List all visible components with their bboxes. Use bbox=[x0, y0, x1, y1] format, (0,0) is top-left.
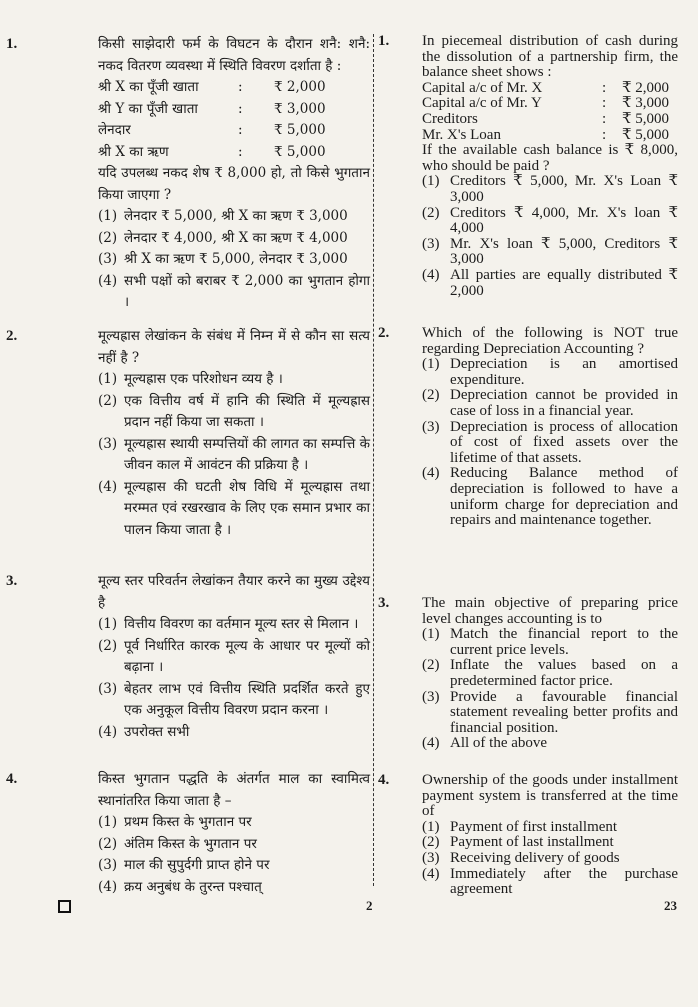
option: (1) वित्तीय विवरण का वर्तमान मूल्य स्तर से मिलान । bbox=[98, 616, 359, 632]
question-number: 4. bbox=[378, 772, 390, 788]
table-row: Creditors : ₹ 5,000 bbox=[422, 110, 670, 127]
option: (2) Creditors ₹ 4,000, Mr. X's loan ₹ 4,000 bbox=[422, 204, 678, 237]
table-row: Capital a/c of Mr. Y : ₹ 3,000 bbox=[422, 95, 670, 112]
option: (3) माल की सुपुर्दगी प्राप्त होने पर bbox=[98, 857, 270, 873]
option: (1) Payment of first installment bbox=[422, 818, 618, 835]
option: (3) Depreciation is process of allocation of cost of fixed assets over the lifetime of that assets. bbox=[422, 418, 678, 466]
question-block bbox=[378, 595, 678, 773]
option: (1) लेनदार ₹ 5,000, श्री X का ऋण ₹ 3,000 bbox=[98, 208, 348, 224]
question-stem: मूल्य स्तर परिवर्तन लेखांकन तैयार करने का मुख्य उद्देश्य है bbox=[98, 573, 370, 611]
option: (1) प्रथम किस्त के भुगतान पर bbox=[98, 814, 252, 830]
question-block bbox=[6, 34, 370, 326]
option: (1) Creditors ₹ 5,000, Mr. X's Loan ₹ 3,000 bbox=[422, 173, 678, 205]
question-number: 1. bbox=[6, 36, 18, 52]
square-marker-icon bbox=[58, 900, 71, 913]
option: (1) Depreciation is an amortised expenditure. bbox=[422, 356, 678, 388]
option: (4) Immediately after the purchase agreement bbox=[422, 865, 678, 898]
option: (4) All of the above bbox=[422, 735, 548, 752]
table-row: श्री X का पूँजी खाता : ₹ 2,000 bbox=[98, 79, 326, 95]
question-block bbox=[6, 571, 370, 769]
option: (2) लेनदार ₹ 4,000, श्री X का ऋण ₹ 4,000 bbox=[98, 229, 348, 246]
question-stem: किस्त भुगतान पद्धति के अंतर्गत माल का स्वामित्व स्थानांतरित किया जाता है – bbox=[98, 771, 370, 809]
option: (4) मूल्यह्रास की घटती शेष विधि में मूल्यह्रास तथा मरम्मत एवं रखरखाव के लिए एक समान प्रभार का पालन किया जाता है । bbox=[98, 478, 370, 538]
option: (2) Depreciation cannot be provided in case of loss in a financial year. bbox=[422, 387, 678, 419]
option: (4) Reducing Balance method of depreciation is followed to have a uniform charge for depreciation and repairs and maintenance together. bbox=[422, 465, 678, 529]
question-stem: Ownership of the goods under installment payment system is transferred at the time of bbox=[422, 772, 678, 820]
question-block bbox=[6, 326, 370, 571]
option: (3) Provide a favourable financial statement revealing better profits and financial position. bbox=[422, 688, 678, 736]
question-stem: In piecemeal distribution of cash during the dissolution of a partnership firm, the balance sheet shows : bbox=[422, 33, 678, 81]
center-page-number: 2 bbox=[366, 898, 373, 913]
table-row: लेनदार : ₹ 5,000 bbox=[98, 122, 326, 138]
english-column bbox=[378, 33, 678, 898]
table-row: श्री X का ऋण : ₹ 5,000 bbox=[98, 143, 326, 160]
question-number: 4. bbox=[6, 771, 18, 787]
option: (2) Inflate the values based on a predetermined factor price. bbox=[422, 657, 678, 689]
right-page-number: 23 bbox=[664, 898, 677, 913]
option: (4) उपरोक्त सभी bbox=[98, 723, 190, 740]
option: (2) एक वित्तीय वर्ष में हानि की स्थिति में मूल्यह्रास प्रदान नहीं किया जा सकता । bbox=[98, 392, 370, 430]
option: (1) मूल्यह्रास एक परिशोधन व्यय है । bbox=[98, 371, 283, 387]
table-row: Mr. X's Loan : ₹ 5,000 bbox=[422, 126, 670, 143]
option: (3) बेहतर लाभ एवं वित्तीय स्थिति प्रदर्शित करते हुए एक अनुकूल वित्तीय विवरण प्रदान करना । bbox=[98, 680, 370, 718]
question-block bbox=[378, 772, 678, 898]
question-stem-continued: If the available cash balance is ₹ 8,000, who should be paid ? bbox=[422, 142, 678, 174]
question-stem: मूल्यह्रास लेखांकन के संबंध में निम्न में से कौन सा सत्य नहीं है ? bbox=[98, 328, 370, 366]
question-number: 1. bbox=[378, 33, 390, 49]
question-block bbox=[6, 769, 370, 898]
question-stem-continued: यदि उपलब्ध नकद शेष ₹ 8,000 हो, तो किसे भुगतान किया जाएगा ? bbox=[98, 165, 370, 203]
option: (4) All parties are equally distributed ₹ 2,000 bbox=[422, 266, 678, 299]
hindi-column bbox=[6, 34, 370, 898]
option: (2) Payment of last installment bbox=[422, 834, 614, 851]
question-number: 2. bbox=[6, 328, 18, 344]
option: (4) क्रय अनुबंध के तुरन्त पश्चात् bbox=[98, 878, 262, 895]
option: (3) श्री X का ऋण ₹ 5,000, लेनदार ₹ 3,000 bbox=[98, 251, 348, 267]
question-stem: Which of the following is NOT true regarding Depreciation Accounting ? bbox=[422, 325, 678, 357]
question-stem: The main objective of preparing price level changes accounting is to bbox=[422, 595, 678, 627]
question-number: 2. bbox=[378, 325, 390, 341]
question-block bbox=[378, 325, 678, 596]
table-row: श्री Y का पूँजी खाता : ₹ 3,000 bbox=[98, 100, 326, 117]
option: (2) पूर्व निर्धारित कारक मूल्य के आधार पर मूल्यों को बढ़ाना । bbox=[98, 637, 370, 675]
question-number: 3. bbox=[6, 573, 18, 589]
question-block bbox=[378, 33, 678, 326]
option: (3) Mr. X's loan ₹ 5,000, Creditors ₹ 3,000 bbox=[422, 235, 678, 268]
question-stem: किसी साझेदारी फर्म के विघटन के दौरान शनै: शनै: नकद वितरण व्यवस्था में स्थिति विवरण दर्शाता है : bbox=[98, 36, 370, 74]
table-row: Capital a/c of Mr. X : ₹ 2,000 bbox=[422, 79, 670, 96]
option: (4) सभी पक्षों को बराबर ₹ 2,000 का भुगतान होगा । bbox=[98, 272, 370, 310]
option: (3) Receiving delivery of goods bbox=[422, 849, 620, 866]
option: (2) अंतिम किस्त के भुगतान पर bbox=[98, 835, 257, 852]
option: (1) Match the financial report to the current price levels. bbox=[422, 626, 678, 658]
column-divider bbox=[373, 34, 374, 886]
option: (3) मूल्यह्रास स्थायी सम्पत्तियों की लागत का सम्पत्ति के जीवन काल में आवंटन की प्रक्रिया है । bbox=[98, 435, 370, 473]
question-number: 3. bbox=[378, 595, 390, 611]
